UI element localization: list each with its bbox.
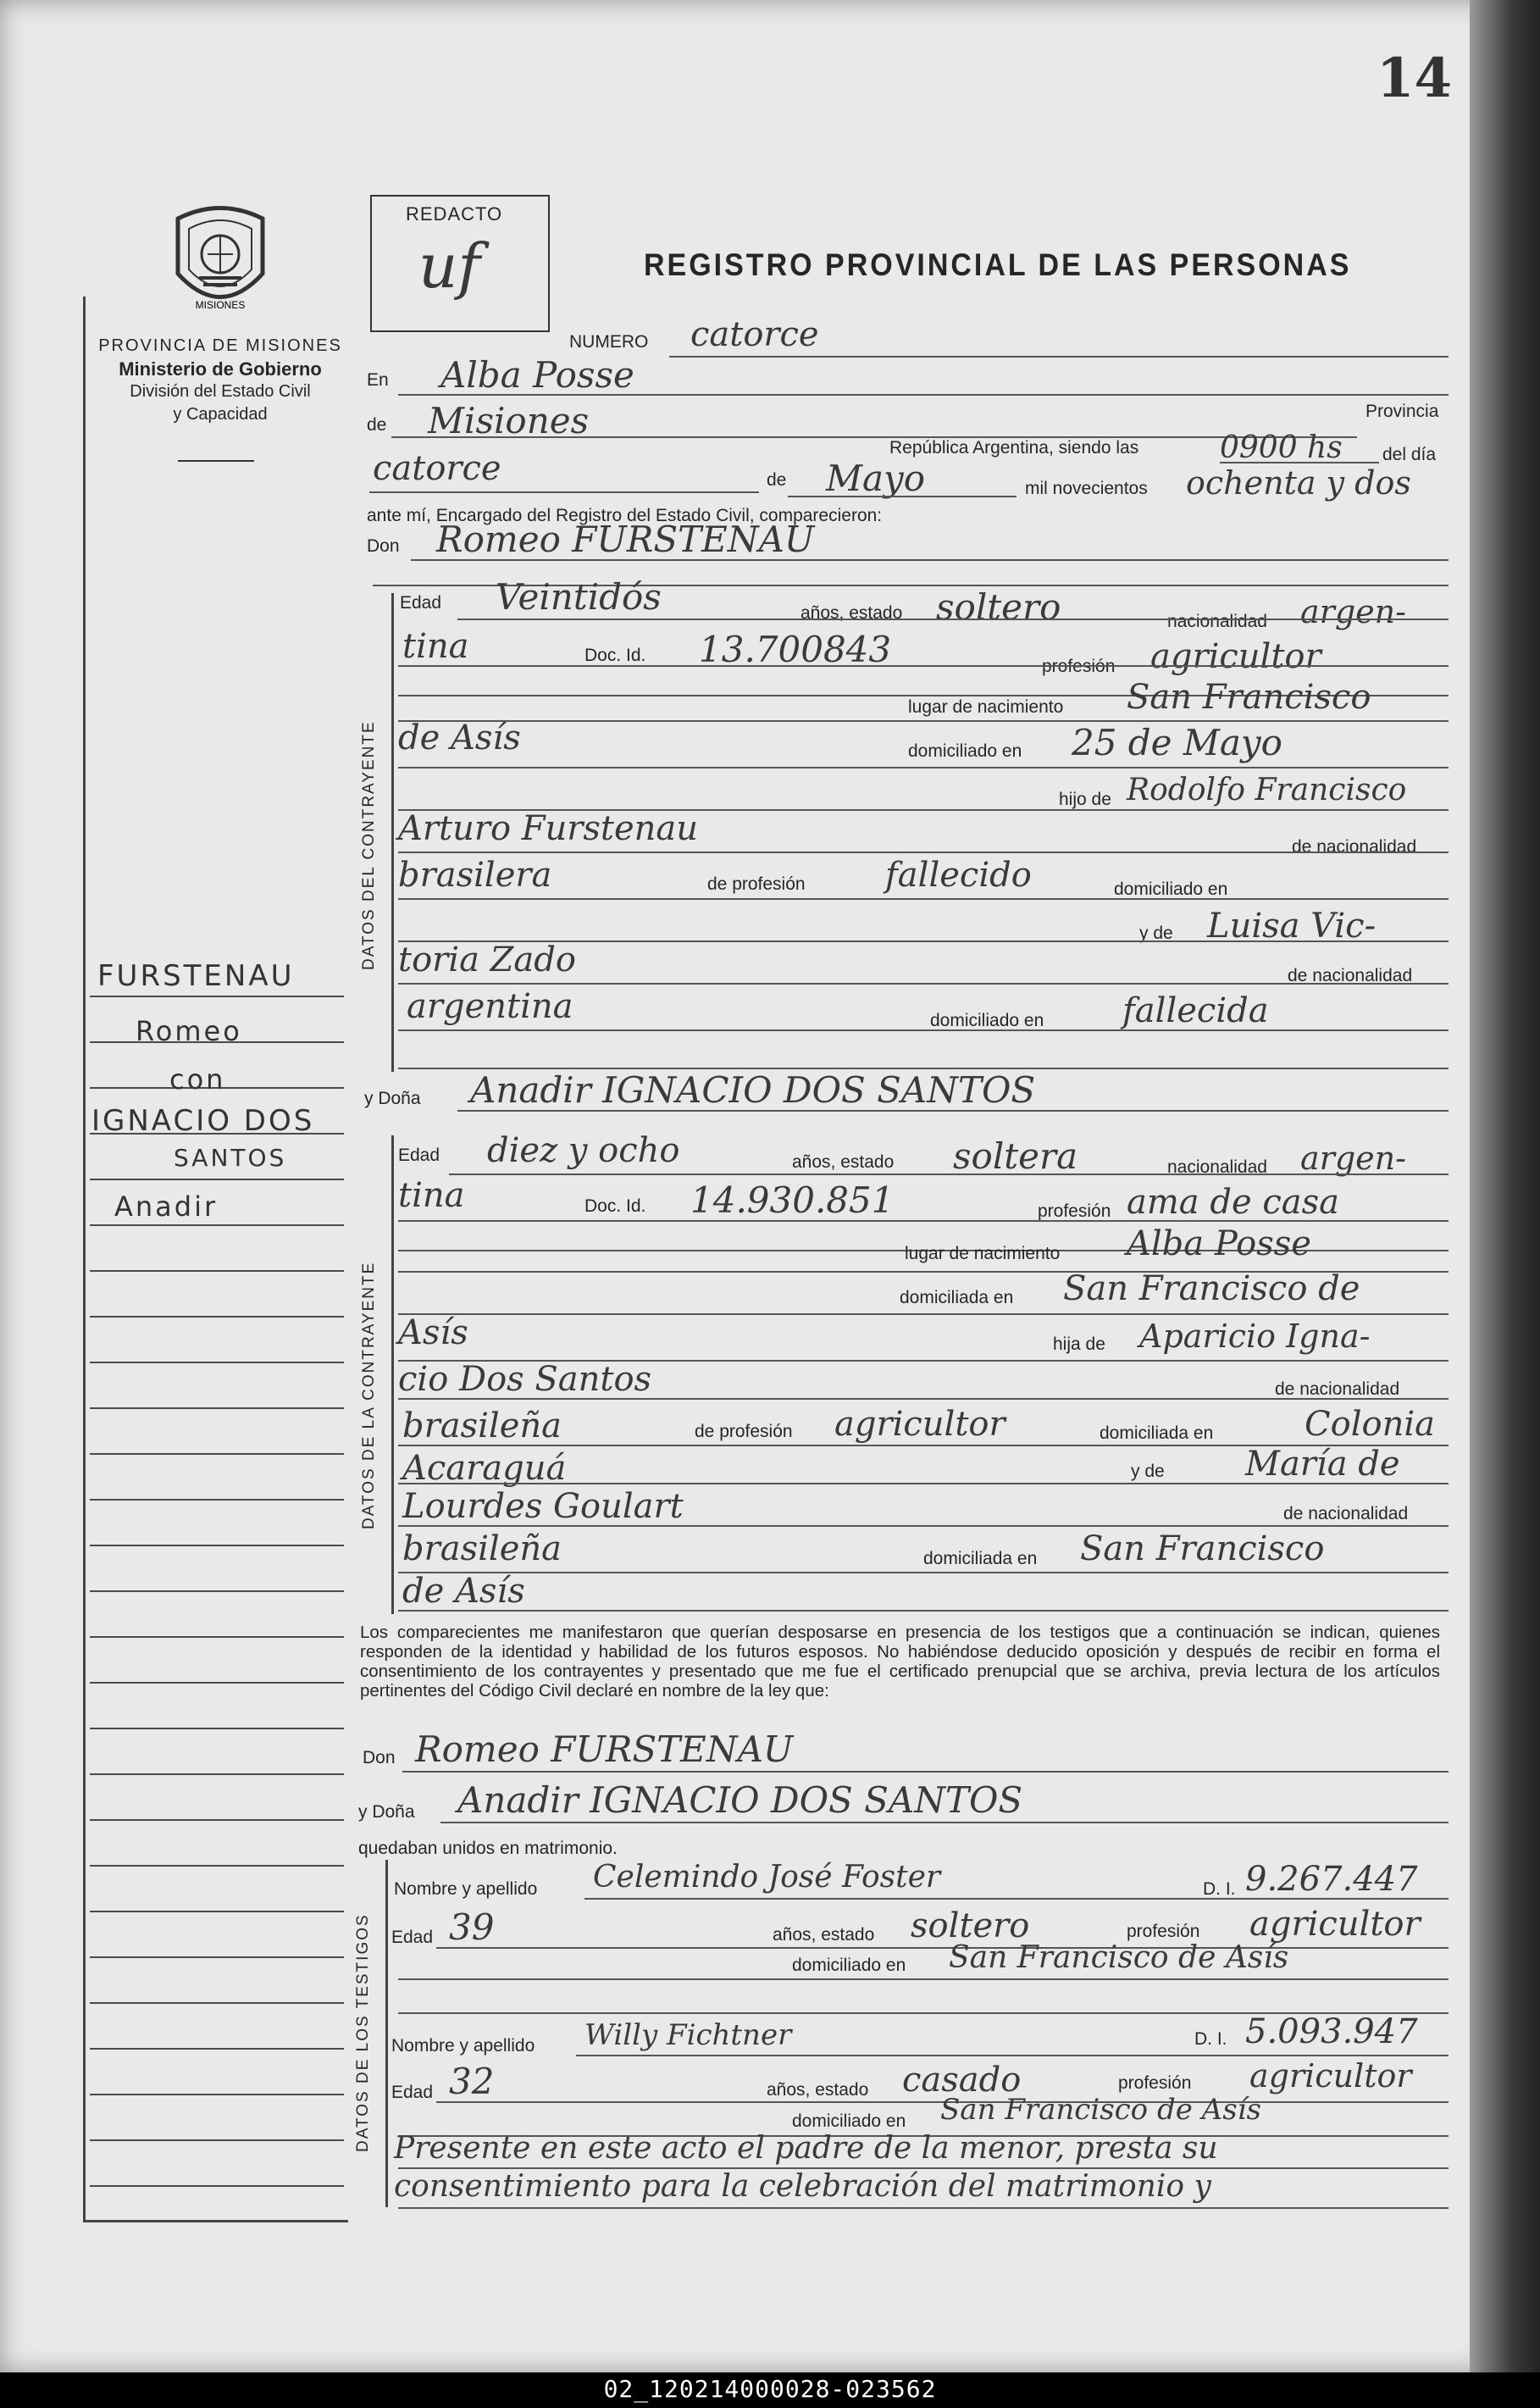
label-lugar-nac-2: lugar de nacimiento (905, 1244, 1061, 1263)
rule (398, 1313, 1449, 1315)
section-contrayente (391, 593, 394, 1072)
label-domiciliado-en-2: domiciliado en (1114, 879, 1228, 899)
label-mil: mil novecientos (1025, 479, 1148, 498)
rule (411, 559, 1449, 561)
label-y-dona: y Doña (364, 1089, 421, 1108)
value-c2-madre-a: María de (1245, 1445, 1400, 1484)
margin-rule (90, 1499, 344, 1501)
value-c2-padre-nac: brasileña (402, 1407, 562, 1445)
label-anos-estado-t1: años, estado (773, 1925, 875, 1945)
margin-rule (90, 1773, 344, 1775)
rule (398, 2207, 1449, 2209)
rule (398, 983, 1449, 985)
value-t1-nombre: Celemindo José Foster (593, 1860, 941, 1895)
value-dona-2: Anadir IGNACIO DOS SANTOS (457, 1779, 1023, 1821)
value-en: Alba Posse (440, 354, 634, 396)
rule (398, 1610, 1449, 1612)
rule (440, 1822, 1449, 1823)
margin-rule (90, 1911, 344, 1912)
margin-rule (90, 1407, 344, 1409)
value-c2-madre-nac: brasileña (402, 1529, 562, 1568)
value-t2-edad: 32 (449, 2061, 495, 2102)
label-provincia: Provincia (1366, 402, 1439, 421)
margin-rule (90, 1270, 344, 1272)
value-c1-madre-dom: fallecida (1122, 991, 1269, 1030)
value-hora: 0900 hs (1220, 430, 1343, 465)
rule (449, 1173, 1449, 1175)
redacto-label: REDACTO (406, 203, 503, 225)
value-t1-edad: 39 (449, 1906, 495, 1948)
label-nombre-apellido: Nombre y apellido (394, 1879, 538, 1899)
value-t2-di: 5.093.947 (1245, 2012, 1418, 2051)
note-line-2: consentimiento para la celebración del matrimonio y (394, 2169, 1211, 2204)
label-de-nacionalidad-2: de nacionalidad (1288, 966, 1413, 985)
label-de: de (367, 415, 387, 435)
rule (576, 2055, 1449, 2056)
label-edad-2: Edad (398, 1146, 440, 1165)
margin-rule (90, 2185, 344, 2187)
label-edad-t1: Edad (391, 1928, 434, 1947)
label-quedaban: quedaban unidos en matrimonio. (358, 1839, 618, 1858)
label-profesion-t2: profesión (1118, 2073, 1192, 2093)
label-domiciliada-en: domiciliada en (900, 1288, 1014, 1307)
label-nacionalidad: nacionalidad (1167, 612, 1267, 631)
value-c1-doc: 13.700843 (699, 629, 892, 670)
label-republica: República Argentina, siendo las (889, 438, 1139, 458)
margin-rule (90, 996, 344, 997)
margin-line-1: FURSTENAU (97, 959, 295, 993)
value-dia: catorce (373, 449, 501, 488)
label-don: Don (367, 536, 400, 556)
label-de-mes: de (767, 470, 787, 490)
value-c1-edad: Veintidós (496, 576, 662, 618)
value-c2-madre-dom-b: de Asís (402, 1572, 525, 1611)
label-doc-2: Doc. Id. (584, 1196, 646, 1216)
label-datos-contrayente-f: DATOS DE LA CONTRAYENTE (360, 1261, 378, 1529)
label-don-2: Don (363, 1748, 396, 1767)
rule (398, 1572, 1449, 1573)
value-c1-lugar-b: de Asís (398, 719, 521, 757)
section-contrayente-f (391, 1135, 394, 1614)
value-c1-nac-a: argen- (1300, 593, 1406, 630)
value-numero: catorce (690, 315, 819, 354)
value-c2-dom-b: Asís (398, 1313, 468, 1352)
value-c2-padre-dom-a: Colonia (1305, 1405, 1435, 1444)
value-dona: Anadir IGNACIO DOS SANTOS (470, 1069, 1036, 1111)
value-mes: Mayo (826, 458, 926, 499)
label-domiciliado-t1: domiciliado en (792, 1956, 906, 1975)
margin-rule (90, 1636, 344, 1638)
label-de-nacionalidad-3: de nacionalidad (1275, 1379, 1400, 1399)
rule (402, 1771, 1449, 1773)
redacto-initials: uf (418, 230, 481, 302)
margin-rule (90, 1362, 344, 1363)
value-c2-prof: ama de casa (1127, 1183, 1339, 1222)
label-di-2: D. I. (1194, 2029, 1227, 2049)
margin-rule (90, 2139, 344, 2141)
declaration-paragraph: Los comparecientes me manifestaron que querían desposarse en presencia de los testigos que a continuación se indican, quienes responden de la identidad y habilidad de los futuros esposos. No habiéndose deducido oposición y después de recibir en forma el consentimiento de los contrayentes y presentado que me fue el certificado prenupcial que se archiva, previa lectura de los artículos pertinentes del Código Civil declaré en nombre de la ley que: (360, 1623, 1440, 1701)
value-provincia: Misiones (428, 400, 590, 441)
page-number: 14 (1377, 47, 1453, 110)
rule (1220, 462, 1379, 463)
margin-line-5: SANTOS (174, 1144, 287, 1172)
rule (398, 1978, 1449, 1980)
margin-rule (90, 1545, 344, 1546)
margin-rule (90, 1819, 344, 1821)
value-c2-estado: soltera (953, 1135, 1078, 1177)
label-y-de: y de (1139, 924, 1173, 943)
value-c1-madre-b: toria Zado (398, 940, 576, 979)
rule (398, 1483, 1449, 1484)
rule (584, 1898, 1449, 1900)
rule (398, 1525, 1449, 1527)
value-c1-nac-b: tina (402, 627, 469, 666)
label-datos-contrayente: DATOS DEL CONTRAYENTE (360, 720, 378, 970)
rule (457, 619, 1449, 620)
section-testigos (385, 1860, 388, 2207)
page-title: REGISTRO PROVINCIAL DE LAS PERSONAS (644, 247, 1352, 283)
value-t1-estado: soltero (911, 1906, 1030, 1945)
label-y-de-2: y de (1131, 1462, 1165, 1481)
rule (391, 436, 1357, 438)
label-hijo-de: hijo de (1059, 790, 1111, 809)
value-c1-dom: 25 de Mayo (1072, 722, 1282, 763)
value-c1-padre-prof: fallecido (885, 856, 1032, 895)
value-c1-prof: agricultor (1150, 637, 1321, 676)
margin-rule (90, 1316, 344, 1318)
rule (398, 394, 1449, 396)
rule (398, 898, 1449, 900)
value-c1-padre-nac: brasilera (398, 856, 552, 895)
rule (398, 767, 1449, 768)
label-doc: Doc. Id. (584, 646, 646, 665)
label-nombre-apellido-2: Nombre y apellido (391, 2036, 535, 2056)
file-id: 02_120214000028-023562 (603, 2375, 937, 2403)
value-c2-nac-a: argen- (1300, 1140, 1406, 1177)
note-line-1: Presente en este acto el padre de la menor, presta su (394, 2131, 1218, 2166)
value-c2-madre-b: Lourdes Goulart (402, 1487, 684, 1526)
margin-rule (90, 2002, 344, 2004)
org-line-2: Ministerio de Gobierno (119, 358, 322, 380)
margin-line-6: Anadir (114, 1190, 219, 1223)
label-di: D. I. (1203, 1879, 1236, 1899)
value-c1-madre-nac: argentina (407, 987, 573, 1026)
label-profesion-t1: profesión (1127, 1922, 1200, 1941)
label-datos-testigos: DATOS DE LOS TESTIGOS (354, 1913, 372, 2152)
margin-line-3: con (169, 1063, 226, 1096)
rule (398, 1398, 1449, 1400)
label-del-dia: del día (1382, 445, 1437, 464)
label-anos-estado-2: años, estado (792, 1152, 895, 1172)
value-c1-lugar-a: San Francisco (1127, 678, 1371, 717)
label-profesion: profesión (1042, 657, 1116, 676)
label-ante: ante mí, Encargado del Registro del Estado Civil, comparecieron: (367, 506, 883, 525)
value-anio: ochenta y dos (1186, 464, 1411, 502)
label-domiciliado-en-3: domiciliado en (930, 1011, 1044, 1030)
value-t2-dom: San Francisco de Asís (940, 2093, 1261, 2127)
label-anos-estado-t2: años, estado (767, 2080, 869, 2100)
value-don: Romeo FURSTENAU (436, 519, 815, 560)
margin-rule (90, 2094, 344, 2095)
value-t2-nombre: Willy Fichtner (584, 2018, 792, 2052)
margin-rule (90, 1728, 344, 1729)
org-line-1: PROVINCIA DE MISIONES (98, 336, 342, 355)
value-c2-edad: diez y ocho (487, 1131, 680, 1170)
rule (398, 1029, 1449, 1031)
label-anos-estado: años, estado (800, 603, 903, 623)
value-c2-dom-a: San Francisco de (1063, 1269, 1360, 1308)
margin-column (83, 297, 348, 2222)
margin-rule (90, 1956, 344, 1958)
org-line-3: División del Estado Civil (130, 382, 311, 401)
margin-rule (90, 1224, 344, 1226)
value-c1-padre-a: Rodolfo Francisco (1127, 773, 1407, 807)
value-t1-dom: San Francisco de Asís (949, 1940, 1289, 1975)
value-c1-estado: soltero (936, 586, 1061, 628)
value-c2-padre-b: cio Dos Santos (398, 1360, 652, 1399)
rule (788, 496, 1017, 497)
margin-line-2: Romeo (136, 1015, 242, 1047)
label-hija-de: hija de (1053, 1334, 1105, 1354)
rule (398, 852, 1449, 853)
value-t1-prof: agricultor (1249, 1905, 1421, 1944)
value-c2-doc: 14.930.851 (690, 1179, 895, 1221)
value-c2-padre-a: Aparicio Igna- (1139, 1318, 1371, 1355)
margin-rule (90, 1682, 344, 1684)
margin-rule (90, 1590, 344, 1592)
value-t2-prof: agricultor (1249, 2057, 1412, 2095)
label-de-profesion: de profesión (707, 874, 806, 894)
label-domiciliado-en: domiciliado en (908, 741, 1022, 761)
label-de-nacionalidad: de nacionalidad (1292, 837, 1417, 857)
value-c2-lugar: Alba Posse (1127, 1224, 1311, 1263)
value-c2-madre-dom-a: San Francisco (1080, 1529, 1325, 1568)
value-don-2: Romeo FURSTENAU (415, 1728, 794, 1770)
label-profesion-2: profesión (1038, 1201, 1111, 1221)
label-edad-t2: Edad (391, 2083, 434, 2102)
value-c2-nac-b: tina (398, 1176, 465, 1215)
rule (457, 1110, 1449, 1112)
rule (398, 1220, 1449, 1222)
margin-rule (90, 2048, 344, 2050)
value-c1-madre-a: Luisa Vic- (1207, 907, 1377, 946)
label-nacionalidad-2: nacionalidad (1167, 1157, 1267, 1177)
rule (398, 665, 1449, 667)
label-de-nacionalidad-4: de nacionalidad (1283, 1504, 1409, 1523)
label-en: En (367, 370, 389, 390)
value-c2-padre-prof: agricultor (834, 1405, 1005, 1444)
label-domiciliada-en-2: domiciliada en (1100, 1423, 1214, 1443)
value-c1-padre-b: Arturo Furstenau (398, 809, 699, 848)
label-numero: NUMERO (569, 332, 649, 352)
label-edad: Edad (400, 593, 442, 613)
margin-rule (90, 1453, 344, 1455)
label-domiciliado-t2: domiciliado en (792, 2111, 906, 2131)
margin-rule (90, 1179, 344, 1180)
margin-line-4: IGNACIO DOS (91, 1104, 315, 1138)
book-binding (1470, 0, 1540, 2372)
rule (398, 720, 1449, 722)
value-c2-padre-dom-b: Acaraguá (402, 1449, 567, 1488)
seal-text: MISIONES (195, 299, 246, 311)
rule (669, 356, 1449, 358)
redacto-box (370, 195, 550, 332)
margin-rule (90, 1865, 344, 1867)
org-line-4: y Capacidad (173, 405, 268, 424)
label-de-profesion-2: de profesión (695, 1422, 793, 1441)
label-lugar-nac: lugar de nacimiento (908, 697, 1064, 717)
value-t1-di: 9.267.447 (1245, 1860, 1418, 1899)
label-y-dona-2: y Doña (358, 1802, 415, 1822)
rule (436, 1947, 1449, 1949)
value-t2-estado: casado (902, 2061, 1022, 2100)
label-domiciliada-en-3: domiciliada en (923, 1549, 1038, 1568)
rule (369, 491, 759, 493)
